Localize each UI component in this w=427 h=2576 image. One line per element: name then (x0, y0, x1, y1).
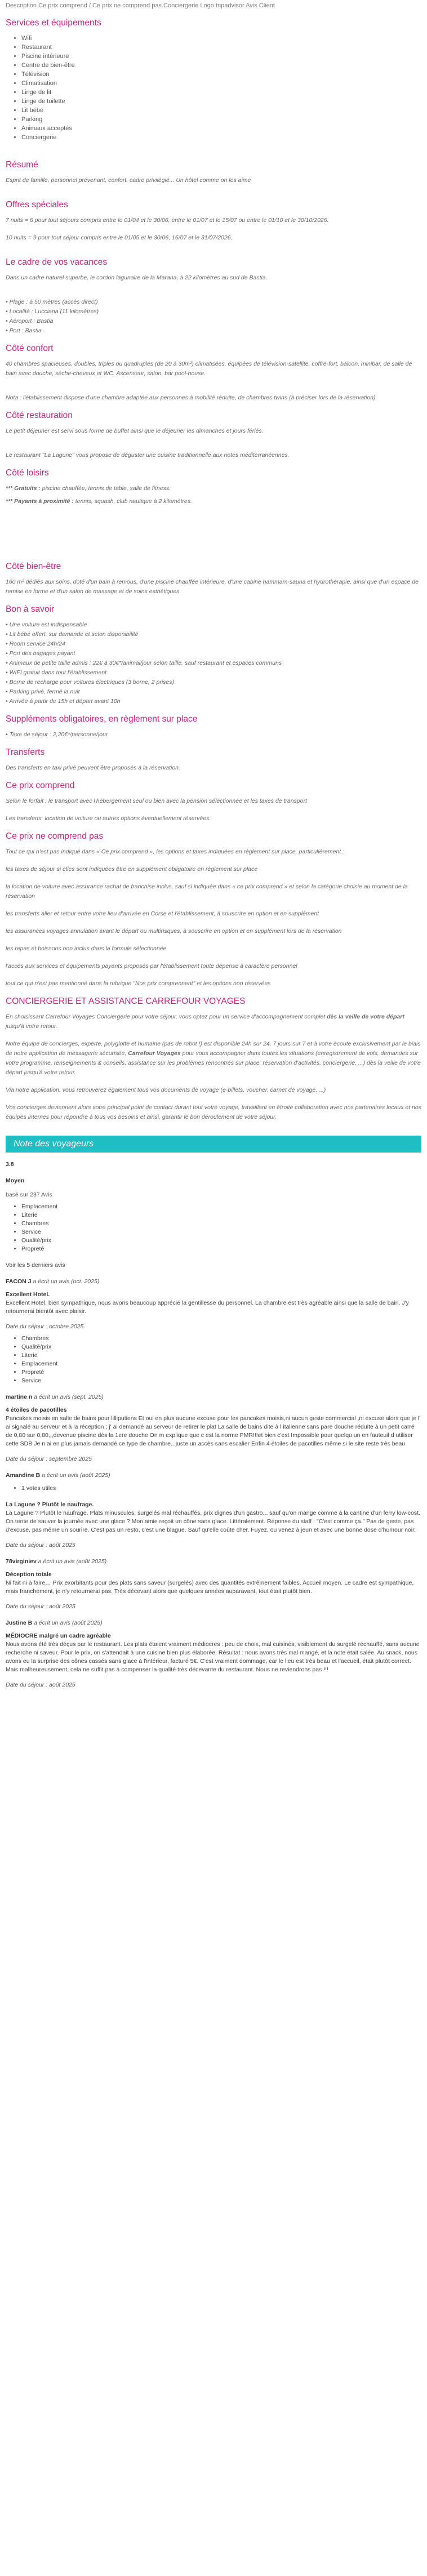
review-date: Date du séjour : octobre 2025 (6, 1323, 84, 1330)
conciergerie-text-2a: Notre équipe de concierges, experte, polyglotte et humaine (pas de robot !) est disponible 24h sur 24, 7 jours sur 7 et à votre écoute exclusivement par le biais de notre application de messagerie sécurisée, (6, 1040, 421, 1057)
review-title: 4 étoiles de pacotilles (6, 1407, 67, 1413)
conciergerie-text-2 (6, 1039, 421, 1078)
conciergerie-text-1c: jusqu'à votre retour. (6, 1023, 58, 1030)
necomprend-item: les repas et boissons non inclus dans la formule sélectionnée (6, 945, 167, 952)
cadre-item: • Port : Bastia (6, 327, 42, 334)
conciergerie-text-2b: Carrefour Voyages (128, 1050, 181, 1057)
service-item: • Animaux acceptés (21, 124, 421, 133)
review-author: FACON J (6, 1278, 32, 1285)
supplements-list (6, 730, 421, 740)
loisirs-free (6, 484, 421, 493)
review-title: Déception totale (6, 1571, 52, 1578)
review-text: Pancakes moisis en salle de bains pour lilliputiens Et oui en plus aucune excuse pour les pancakes moisis,ni aucun geste commercial ,ni excuse alors que je l' ai signalé au serveur et à la réception ; j' ai demandé au serveur de retirer le plat La salle de bains dite à l italienne sans pare douche réduite à un petit carré de 0,80 sur 0,80,,,devenue piscine dès la 1ere douche On m explique que c est la norme PMR!!!et bien c'est Impossible pour quelqu un en fauteuil d utiliser cette SDB Je n ai en plus jamais demandé ce type de chambre...juste un accès sans escalier Enfin 4 étoiles de pacotilles même si le site reste très beau (6, 1415, 421, 1447)
savoir-item: • Room service 24h/24 (6, 640, 65, 647)
necomprend-item: les taxes de séjour si elles sont indiquées être en supplément obligatoire en règlement sur place (6, 866, 258, 873)
review-header (6, 1619, 421, 1627)
savoir-item: • Une voiture est indispensable (6, 621, 87, 628)
savoir-item: • Animaux de petite taille admis : 22€ à 30€*/animal/jour selon taille, sauf restaurant et espaces communs (6, 660, 282, 666)
review-text: Excellent Hotel, bien sympathique, nous avons beaucoup apprécié la gentillesse du personnel. La chambre est très agréable ainsi que la salle de bain. J'y retournerai bientôt avec plaisir. (6, 1300, 409, 1315)
review-body (6, 1291, 421, 1316)
conciergerie-title: CONCIERGERIE ET ASSISTANCE CARREFOUR VOYAGES (6, 996, 246, 1006)
criteria-item: • Literie (21, 1211, 421, 1220)
service-item: • Parking (21, 115, 421, 124)
cadre-item: • Plage : à 50 mètres (accès direct) (6, 299, 98, 305)
review-date: Date du séjour : août 2025 (6, 1542, 75, 1549)
service-item: • Piscine intérieure (21, 52, 421, 61)
service-item: • Lit bébé (21, 106, 421, 115)
necomprend-list (6, 847, 421, 989)
comprend-text-1: Selon le forfait : le transport avec l'hébergement seul ou bien avec la pension sélectionnée et les taxes de transport (6, 798, 307, 804)
conciergerie-text-2c: pour vous accompagner dans toutes les situations (enregistrement de vols, demandes sur votre programme, renseignements & conseils, assistance sur les problèmes rencontrés sur place, réservation d'activités, conciergerie, ...) dès la veille de votre départ jusqu'à votre retour. (6, 1050, 421, 1076)
savoir-item: • WIFI gratuit dans tout l'établissement (6, 669, 107, 676)
bienetre-text: 160 m² dédiés aux soins, doté d'un bain à remous, d'une piscine chauffée intérieure, d'une cabine hammam-sauna et hydrothérapie, ainsi que d'un espace de remise en forme et d'un salon de massage et de soins esthétiques. (6, 579, 419, 595)
supplement-item: • Taxe de séjour : 2,20€*/personne/jour (6, 731, 108, 738)
offres-text-2: 10 nuits = 9 pour tout séjour compris entre le 01/05 et le 30/06, 16/07 et le 31/07/2026. (6, 234, 233, 241)
review-header (6, 1278, 421, 1286)
loisirs-paid-text: tennis, squash, club nautique à 2 kilomètres. (73, 498, 192, 505)
confort-title: Côté confort (6, 344, 54, 353)
offres-title: Offres spéciales (6, 200, 68, 210)
offres-text-1: 7 nuits = 6 pour tout séjours compris entre le 01/04 et le 30/06, entre le 01/07 et le 15/07 ou entre le 01/10 et le 30/10/2026. (6, 217, 329, 224)
review-header (6, 1558, 421, 1566)
criteria-item: • Propreté (21, 1245, 421, 1253)
necomprend-item: la location de voiture avec assurance rachat de franchise inclus, sauf si indiquée dans « ce prix comprend » et selon la catégorie choisie au moment de la réservation (6, 883, 408, 900)
review-author: 78virginiev (6, 1558, 37, 1565)
services-list (6, 34, 421, 142)
necomprend-title: Ce prix ne comprend pas (6, 831, 104, 841)
supplements-title: Suppléments obligatoires, en règlement sur place (6, 714, 198, 724)
review-wrote: a écrit un avis (août 2025) (32, 1620, 103, 1626)
service-item: • Conciergerie (21, 133, 421, 142)
notes-header: Note des voyageurs (6, 1136, 421, 1153)
resume-text: Esprit de famille, personnel prévenant, confort, cadre privilégié... Un hôtel comme on les aime (6, 177, 251, 184)
loisirs-free-text: piscine chauffée, tennis de table, salle de fitness. (40, 485, 171, 492)
comprend-text-2: Les transferts, location de voiture ou autres options éventuellement réservées. (6, 815, 211, 822)
review-date: Date du séjour : août 2025 (6, 1603, 75, 1610)
necomprend-item: l'accès aux services et équipements payants proposés par l'établissement toute dépense à caractère personnel (6, 963, 297, 969)
savoir-item: • Lit bébé offert, sur demande et selon disponibilité (6, 631, 139, 638)
conciergerie-text-1b: dès la veille de votre départ (327, 1013, 404, 1020)
restauration-title: Côté restauration (6, 411, 73, 420)
resume-title: Résumé (6, 160, 38, 170)
savoir-item: • Arrivée à partir de 15h et départ avant 10h (6, 698, 121, 705)
loisirs-title: Côté loisirs (6, 468, 49, 478)
conciergerie-text-1 (6, 1012, 421, 1031)
transferts-title: Transferts (6, 748, 45, 757)
review-wrote: a écrit un avis (août 2025) (40, 1472, 110, 1479)
reviews-section (6, 1160, 421, 1689)
confort-text-1: 40 chambres spacieuses, doubles, triples ou quadruples (de 20 à 30m²) climatisées, équipées de télévision-satellite, coffre-fort, balcon, minibar, de salle de bain avec douche, sèche-cheveux et WC. Ascenseur, salon, bar pool-house. (6, 361, 412, 377)
restauration-text-1: Le petit déjeuner est servi sous forme de buffet ainsi que le déjeuner les dimanches et jours fériés. (6, 428, 264, 434)
criteria-item: • Service (21, 1228, 421, 1236)
score-value: 3.8 (6, 1161, 14, 1168)
review-wrote: a écrit un avis (sept. 2025) (32, 1394, 104, 1400)
review-body (6, 1632, 421, 1674)
criteria-item: • Chambres (21, 1220, 421, 1228)
service-item: • Wifi (21, 34, 421, 43)
restauration-text-2: Le restaurant "La Lagune" vous propose de déguster une cuisine traditionnelle aux notes méditerranéennes. (6, 452, 290, 459)
review-wrote: a écrit un avis (oct. 2025) (31, 1278, 100, 1285)
review-author: Justine B (6, 1620, 33, 1626)
savoir-title: Bon à savoir (6, 604, 55, 614)
review-body (6, 1406, 421, 1448)
review-votes (6, 1484, 421, 1493)
last-reviews-link[interactable]: Voir les 5 derniers avis (6, 1262, 65, 1269)
necomprend-item: Tout ce qui n'est pas indiqué dans « Ce prix comprend », les options et taxes indiquées en règlement sur place, particulièrement : (6, 848, 345, 855)
review-date: Date du séjour : août 2025 (6, 1681, 75, 1688)
top-nav[interactable]: Description Ce prix comprend / Ce prix ne comprend pas Conciergerie Logo tripadvisor Avis Client (6, 2, 275, 9)
review-criteria-item: • Chambres (21, 1334, 421, 1343)
cadre-list (6, 297, 421, 336)
review-date: Date du séjour : septembre 2025 (6, 1456, 92, 1462)
service-item: • Télévision (21, 70, 421, 79)
review-criteria-item: • Qualité/prix (21, 1343, 421, 1351)
service-item: • Linge de toilette (21, 97, 421, 106)
criteria-item: • Qualité/prix (21, 1236, 421, 1245)
service-item: • Restaurant (21, 43, 421, 52)
cadre-item: • Localité : Lucciana (11 kilomètres) (6, 308, 99, 315)
score-label: Moyen (6, 1177, 25, 1184)
loisirs-paid-label: *** Payants à proximité : (6, 498, 74, 505)
review-author: martine n (6, 1394, 33, 1400)
review-title: MÉDIOCRE malgré un cadre agréable (6, 1632, 111, 1639)
review-body (6, 1570, 421, 1596)
review-count: basé sur 237 Avis (6, 1191, 52, 1198)
review-title: La Lagune ? Plutôt le naufrage. (6, 1501, 94, 1508)
review-criteria-item: • Service (21, 1377, 421, 1385)
service-item: • Linge de lit (21, 88, 421, 97)
review-votes-item: • 1 votes utiles (21, 1484, 421, 1493)
confort-text-2: Nota : l'établissement dispose d'une chambre adaptée aux personnes à mobilité réduite, de chambres twins (à préciser lors de la réservation). (6, 394, 377, 401)
review-criteria-item: • Emplacement (21, 1360, 421, 1368)
review-text: Ni fait ni à faire… Prix exorbitants pour des plats sans saveur (surgelés) avec des quantités extrêmement faibles. Accueil moyen. Le cadre est sympathique, mais franchement, je n'y retournerai pas. Très décevant alors que quelques années auparavant, tout était plutôt bien. (6, 1580, 414, 1595)
loisirs-paid (6, 497, 421, 506)
conciergerie-text-3: Via notre application, vous retrouverez également tous vos documents de voyage (e-billets, voucher, carnet de voyage, ...) (6, 1087, 326, 1093)
review-text: Nous avons été très déçus par le restaurant. Les plats étaient vraiment médiocres : peu de choix, mal cuisinés, visiblement du surgelé réchauffé, sans aucune recherche ni saveur. Pour le prix, on s'attendait à une cuisine bien plus élaborée. Résultat : nous avons très mal mangé, et la note était salée. Au snack, nous avons eu la surprise des cônes cassés sans glace à l'intérieur, facturé 5€. C'est vraiment dommage, car le lieu est très beau et l'accueil, était plutôt correct. Mais malheureusement, cela ne suffit pas à compenser la qualité très décevante du restaurant. Nous ne reviendrons pas !!! (6, 1641, 420, 1673)
cadre-intro: Dans un cadre naturel superbe, le cordon lagunaire de la Marana, à 22 kilomètres au sud de Bastia. (6, 274, 268, 281)
necomprend-item: tout ce qui n'est pas mentionné dans la rubrique "Nos prix comprennent" et les options non réservées (6, 980, 271, 987)
service-item: • Climatisation (21, 79, 421, 88)
services-title: Services et équipements (6, 18, 101, 28)
bienetre-title: Côté bien-être (6, 562, 61, 571)
savoir-list (6, 620, 421, 706)
review-criteria-item: • Propreté (21, 1368, 421, 1377)
review-criteria-item: • Literie (21, 1351, 421, 1360)
service-item: • Centre de bien-être (21, 61, 421, 70)
transferts-text: Des transferts en taxi privé peuvent être proposés à la réservation. (6, 764, 180, 771)
review-header (6, 1393, 421, 1402)
conciergerie-text-4: Vos concierges deviennent alors votre principal point de contact durant tout votre voyage, travaillant en étroite collaboration avec nos partenaires locaux et nos équipes internes pour répondre à tous vos besoins et ainsi, garantir le bon déroulement de votre séjour. (6, 1104, 421, 1120)
conciergerie-text-1a: En choisissant Carrefour Voyages Conciergerie pour votre séjour, vous optez pour un service d'accompagnement complet (6, 1013, 327, 1020)
review-wrote: a écrit un avis (août 2025) (36, 1558, 107, 1565)
review-criteria (6, 1334, 421, 1385)
review-title: Excellent Hotel. (6, 1291, 50, 1298)
review-header (6, 1471, 421, 1480)
necomprend-item: les assurances voyages annulation avant le départ ou multirisques, à souscrire en option et en supplément lors de la réservation (6, 928, 342, 935)
savoir-item: • Port des bagages payant (6, 650, 75, 657)
necomprend-item: les transferts aller et retour entre votre lieu d'arrivée en Corse et l'établissement, à souscrire en option et en supplément (6, 910, 319, 917)
cadre-item: • Aéroport : Bastia (6, 318, 54, 324)
loisirs-free-label: *** Gratuits : (6, 485, 41, 492)
criteria-list (6, 1203, 421, 1253)
savoir-item: • Borne de recharge pour voitures électriques (3 borne, 2 prises) (6, 679, 174, 686)
comprend-title: Ce prix comprend (6, 781, 75, 790)
review-author: Amandine B (6, 1472, 41, 1479)
criteria-item: • Emplacement (21, 1203, 421, 1211)
savoir-item: • Parking privé, fermé la nuit (6, 688, 80, 695)
review-body (6, 1501, 421, 1534)
cadre-title: Le cadre de vos vacances (6, 257, 108, 267)
review-text: La Lagune ? Plutôt le naufrage. Plats minuscules, surgelés mal réchauffés, prix dignes d'un gastro... sauf qu'on mange comme à la cantine d'un ferry low-cost. On tente de sauver la journée avec une glace ? Mon amie reçoit un cône sans glace. Littéralement. Réponse du staff : "C'est comme ça." Pas de geste, pas d'excuse, pas même un sourire. C'est pas un resto, c'est une blague. Sauf qu'elle coûte cher. Fuyez, ou venez à jeun et avec une bonne dose d'humour noir. (6, 1510, 420, 1533)
